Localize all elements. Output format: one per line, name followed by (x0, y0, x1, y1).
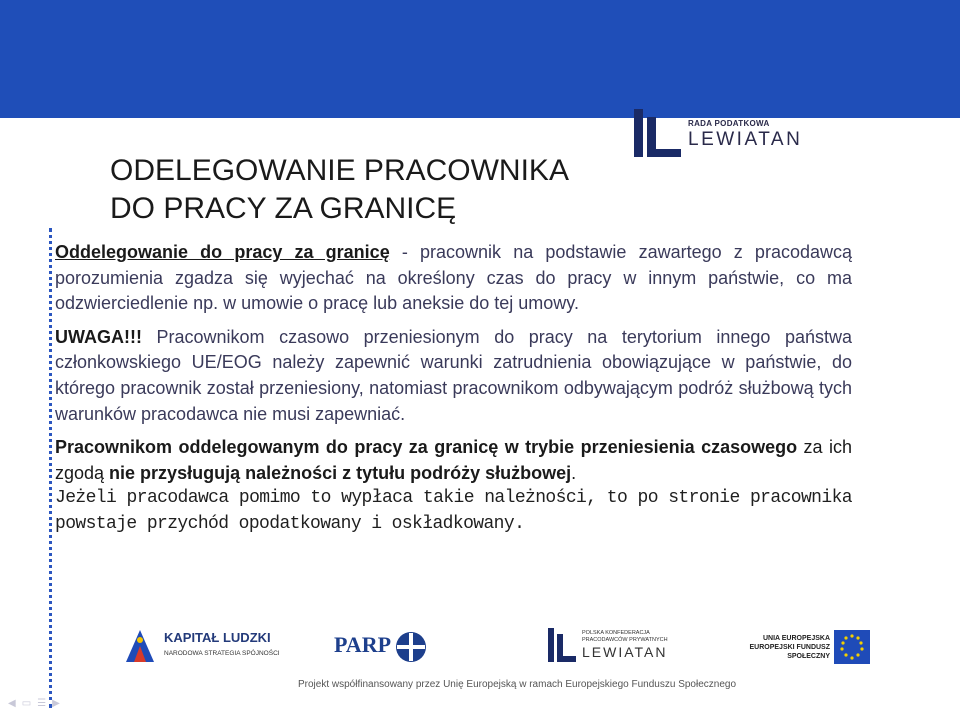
lewiatan-footer-main: LEWIATAN (582, 644, 668, 660)
eu-logo (746, 628, 886, 668)
notes-icon[interactable]: ▭ (21, 698, 38, 709)
parp-logo (332, 628, 452, 668)
lewiatan-mark-icon (632, 107, 684, 163)
lewiatan-logo (632, 107, 808, 167)
paragraph-warning (55, 325, 852, 427)
kl-title: KAPITAŁ LUDZKI (164, 630, 271, 645)
body-text (55, 240, 852, 538)
logo-main-text: LEWIATAN (688, 129, 803, 150)
warning-text: Pracownikom czasowo przeniesionym do pracy na terytorium innego państwa członkowskiego UE/EOG należy zapewnić warunki zatrudnienia obowiązujące w państwie, do którego pracownik został przeniesiony, natomiast pracownikom odbywającym podróż służbową tych warunków pracodawca nie musi zapewniać. (55, 326, 852, 424)
dotted-divider (49, 228, 52, 708)
conclusion-bold-1: Pracownikom oddelegowanym do pracy za granicę w trybie przeniesienia czasowego (55, 437, 798, 458)
next-slide-icon[interactable]: ▶ (52, 698, 66, 709)
parp-mark-icon (394, 630, 428, 664)
kapital-ludzki-logo (120, 626, 290, 670)
slide-title (110, 152, 569, 228)
kl-subtitle: NARODOWA STRATEGIA SPÓJNOŚCI (164, 650, 280, 657)
conclusion-bold-2: nie przysługują należności z tytułu podróży służbowej (109, 462, 572, 483)
kapital-ludzki-icon (120, 626, 160, 666)
definition-text: - pracownik na podstawie zawartego z pracodawcą porozumienia zgadza się wyjechać na określony czas do pracy w innym państwie, co ma odzwierciedlenie np. w umowie o pracę lub aneksie do tej umowy. (55, 242, 852, 314)
eu-flag-icon (834, 630, 870, 664)
menu-icon[interactable]: ☰ (37, 698, 53, 709)
prev-slide-icon[interactable]: ◀ (8, 698, 22, 709)
conclusion-mid: za ich zgodą (55, 437, 852, 483)
paragraph-conclusion (55, 435, 852, 486)
slide-nav-controls[interactable] (8, 698, 66, 709)
lewiatan-footer-pre: POLSKA KONFEDERACJA PRACODAWCÓW PRYWATNYCH (582, 630, 668, 643)
title-line-2: DO PRACY ZA GRANICĘ (110, 192, 457, 225)
warning-label: UWAGA!!! (55, 326, 142, 347)
footer-logos (110, 620, 880, 680)
eu-text: UNIA EUROPEJSKA EUROPEJSKI FUNDUSZ SPOŁECZNY (749, 635, 830, 660)
parp-text: PARP (334, 632, 392, 657)
paragraph-definition (55, 240, 852, 317)
logo-pre-text: RADA PODATKOWA (688, 119, 770, 128)
conclusion-end: . (571, 462, 577, 483)
title-line-1: ODELEGOWANIE PRACOWNIKA (110, 154, 569, 187)
paragraph-tail: Jeżeli pracodawca pomimo to wypłaca takie należności, to po stronie pracownika powstaje przychód opodatkowany i oskładkowany. (55, 488, 852, 534)
lewiatan-footer-logo (546, 626, 686, 672)
header-bar (0, 0, 960, 118)
term-oddelegowanie: Oddelegowanie do pracy za granicę (55, 242, 390, 262)
footer-note: Projekt współfinansowany przez Unię Europejską w ramach Europejskiego Funduszu Społecznego (298, 679, 737, 690)
lewiatan-footer-mark-icon (546, 626, 578, 666)
